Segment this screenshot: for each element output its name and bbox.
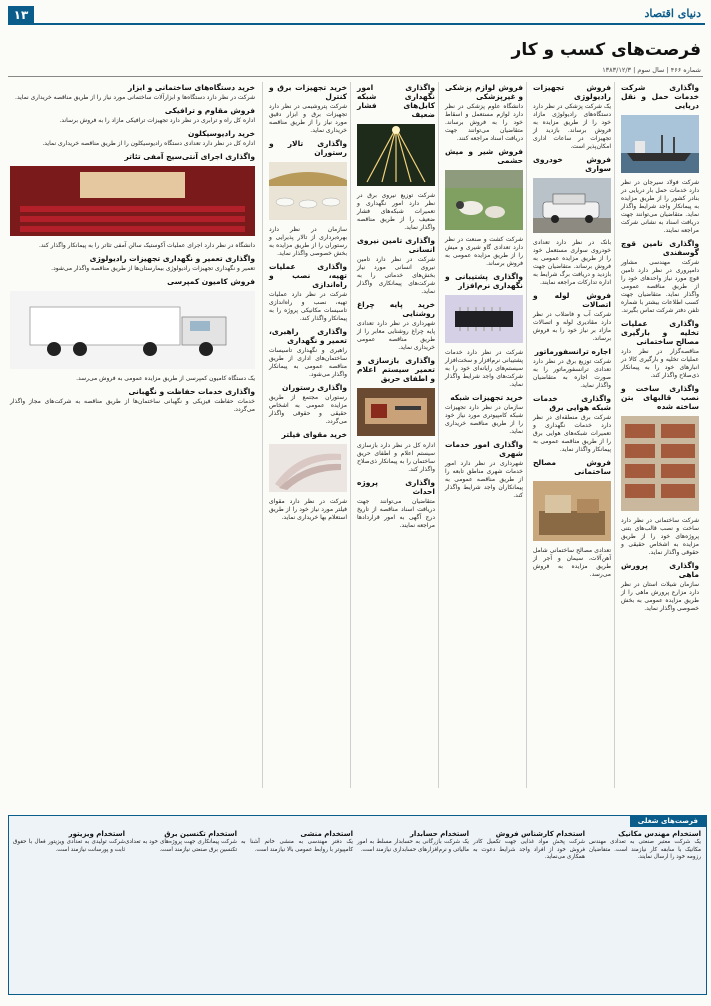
column-1 (621, 80, 699, 792)
article-heading: واگذاری امور خدمات شهری (445, 440, 523, 458)
article-heading: خرید رادیوسیکلون (187, 129, 255, 138)
article-heading: واگذاری پرورش ماهی (621, 561, 699, 579)
sheep-photo (445, 170, 523, 230)
article-heading: فروش کامیون کمپرسی (167, 277, 255, 286)
publication-name: دنیای اقتصاد (644, 7, 701, 20)
article-body: یک دستگاه کامیون کمپرسی از طریق مزایده عمومی به فروش می‌رسد. (76, 375, 255, 382)
article-body: اداره کل در نظر دارد تعدادی دستگاه رادیوسیکلون را از طریق مناقصه خریداری نماید. (42, 140, 255, 147)
article-heading: واگذاری خدمات حفاظت و نگهبانی (128, 387, 255, 396)
article-heading: خرید تجهیزات برق و کنترل (269, 83, 347, 101)
article-heading: واگذاری اجرای آنتی‌سیج آمفی تئاتر (124, 152, 255, 161)
ad-heading: استخدام کارشناس فروش (495, 830, 585, 838)
article-body: شرکت کشت و صنعت در نظر دارد تعدادی گاو شیری و میش را از طریق مزایده عمومی به فروش برساند. (443, 236, 523, 267)
dateline-rule (8, 76, 703, 77)
ad-column (13, 828, 125, 988)
column-6 (10, 80, 255, 792)
article-heading: خرید دستگاه‌های ساختمانی و ابزار (128, 83, 255, 92)
article-body: سازمان در نظر دارد تجهیزات شبکه کامپیوتری مورد نیاز خود را از طریق مناقصه خریداری نماید. (443, 404, 523, 435)
ad-column (125, 828, 237, 988)
article-body: شرکت در نظر دارد تامین نیروی انسانی مورد نیاز بخش‌های خدماتی را به شرکت‌های پیمانکاری واگذار نماید. (355, 256, 435, 295)
column-3 (445, 80, 523, 792)
ad-heading: استخدام تکنسین برق (164, 830, 237, 838)
column-5 (269, 80, 347, 792)
article-body: اداره کل در نظر دارد بازسازی سیستم اعلام و اطفای حریق ساختمان را به پیمانکار ذی‌صلاح واگذار کند. (355, 442, 435, 473)
article-heading: فروش خودروی سواری (533, 155, 611, 173)
article-body: بانک در نظر دارد تعدادی خودروی سواری مستعمل خود را از طریق مزایده عمومی به فروش برساند. متقاضیان جهت بازدید و دریافت برگ شرایط به اداره تدارکات مراجعه نمایند. (531, 239, 611, 286)
article-body: تعدادی مصالح ساختمانی شامل آهن‌آلات، سیمان و آجر از طریق مزایده به فروش می‌رسد. (531, 547, 611, 578)
ad-column (241, 828, 353, 988)
article-heading: فروش لوازم پزشکی و غیرپزشکی (445, 83, 523, 101)
ad-body: شرکت تولیدی به تعدادی ویزیتور فعال با حقوق ثابت و پورسانت نیازمند است. (13, 839, 125, 853)
article-body: راهبری و نگهداری تاسیسات ساختمان‌های اداری از طریق مناقصه عمومی به پیمانکار واگذار می‌شود. (267, 347, 347, 378)
article-body: متقاضیان می‌توانند جهت دریافت اسناد مناقصه از تاریخ درج آگهی به امور قراردادها مراجعه نمایند. (355, 498, 435, 529)
article-body: یک شرکت پزشکی در نظر دارد دستگاه‌های رادیولوژی مازاد خود را از طریق مزایده به فروش برساند. بازدید از تجهیزات در ساعات اداری امکان‌پذیر است. (531, 103, 611, 150)
fire-system-photo (357, 388, 435, 436)
article-body: شرکت پتروشیمی در نظر دارد تجهیزات برق و ابزار دقیق مورد نیاز را از طریق مناقصه خریداری نماید. (267, 103, 347, 134)
ad-heading: استخدام حسابدار (409, 830, 469, 838)
article-heading: اجاره ترانسفورماتور (534, 347, 611, 356)
article-heading: واگذاری شرکت خدمات حمل و نقل دریایی (621, 83, 699, 110)
article-heading: واگذاری عملیات تخلیه و بارگیری مصالح ساختمانی (621, 319, 699, 346)
article-body: شرکت مهندسی مشاور دامپروری در نظر دارد تامین قوچ مورد نیاز واحدهای خود را از طریق مناقصه عمومی واگذار نماید. متقاضیان جهت کسب اطلاعات بیشتر با شماره تلفن دفتر شرکت تماس بگیرند. (619, 259, 699, 314)
article-body: رستوران مجتمع از طریق مزایده عمومی به اشخاص حقیقی و حقوقی واگذار می‌گردد. (267, 394, 347, 425)
article-heading: واگذاری تعمیر و نگهداری تجهیزات رادیولوژی (89, 254, 255, 263)
article-body: سازمان در نظر دارد بهره‌برداری از تالار پذیرایی و رستوران را از طریق مزایده به بخش خصوصی واگذار نماید. (267, 226, 347, 257)
article-body: مناقصه‌گزار در نظر دارد عملیات تخلیه و بارگیری کالا در انبارهای خود را به پیمانکار ذی‌صلاح واگذار کند. (619, 348, 699, 379)
cable-lights-photo (357, 124, 435, 186)
ad-column (357, 828, 469, 988)
ad-column (589, 828, 701, 988)
ad-heading: استخدام ویزیتور (68, 830, 125, 838)
article-heading: خرید مقوای فیلتر (281, 430, 347, 439)
filter-paper-photo (269, 444, 347, 492)
article-body: دانشگاه در نظر دارد اجرای عملیات آکوستیک سالن آمفی تئاتر را به پیمانکار واگذار کند. (39, 242, 255, 249)
ad-heading: استخدام منشی (300, 830, 353, 838)
article-body: دانشگاه علوم پزشکی در نظر دارد لوازم مستعمل و اسقاط خود را به فروش برساند. متقاضیان می‌توانند جهت دریافت اسناد مراجعه کنند. (443, 103, 523, 142)
dateline: شماره ۴۶۶ | سال سوم | ۱۳۸۳/۱۲/۳ (602, 66, 701, 74)
article-heading: فروش لوله و اتصالات (533, 291, 611, 309)
ad-body: شرکت پخش مواد غذایی جهت تکمیل کادر فروش خود از افراد واجد شرایط دعوت به همکاری می‌نماید. (473, 839, 585, 861)
article-heading: فروش تجهیزات رادیولوژی (533, 83, 611, 101)
article-heading: واگذاری عملیات تهیه، نصب و راه‌اندازی (269, 262, 347, 289)
column-rule (614, 82, 615, 788)
banquet-hall-photo (269, 162, 347, 220)
article-heading: واگذاری تامین نیروی انسانی (357, 236, 435, 254)
microchip-photo (445, 295, 523, 343)
article-body: تعمیر و نگهداری تجهیزات رادیولوژی بیمارستان‌ها از طریق مناقصه واگذار می‌شود. (51, 265, 255, 272)
article-heading: واگذاری ساخت و نصب قالبهای بتن ساخته شده (621, 384, 699, 411)
article-heading: واگذاری خدمات شبکه هوایی برق (533, 394, 611, 412)
column-4 (357, 80, 435, 792)
article-heading: فروش شیر و میش حشمی (445, 147, 523, 165)
ship-photo (621, 115, 699, 173)
article-body: شرکت آب و فاضلاب در نظر دارد مقادیری لوله و اتصالات مازاد بر نیاز خود را به فروش برساند. (531, 311, 611, 342)
article-heading: خرید پایه چراغ روشنایی (357, 300, 435, 318)
article-body: شرکت در نظر دارد مقوای فیلتر مورد نیاز خود را از طریق استعلام بها خریداری نماید. (267, 498, 347, 521)
article-body: شهرداری در نظر دارد تعدادی پایه چراغ روشنایی معابر را از طریق مناقصه عمومی خریداری نماید. (355, 320, 435, 351)
truck-photo (10, 291, 255, 369)
column-rule (438, 82, 439, 788)
article-body: شرکت توزیع نیروی برق در نظر دارد امور نگهداری و تعمیرات شبکه‌های فشار ضعیف را از طریق مناقصه واگذار نماید. (355, 192, 436, 231)
article-heading: واگذاری پشتیبانی و نگهداری نرم‌افزار (445, 272, 523, 290)
article-body: شرکت برق منطقه‌ای در نظر دارد خدمات نگهداری و تعمیرات شبکه‌های هوایی برق را از طریق مناقصه عمومی به پیمانکار واگذار نماید. (531, 414, 612, 453)
theater-photo (10, 166, 255, 236)
concrete-blocks-photo (621, 416, 699, 511)
article-body: شرکت در نظر دارد عملیات تهیه، نصب و راه‌اندازی تاسیسات مکانیکی پروژه را به پیمانکار واگذار کند. (267, 291, 347, 322)
column-rule (262, 82, 263, 788)
ad-column (473, 828, 585, 988)
page-title: فرصت‌های کسب و کار (511, 40, 701, 60)
ad-heading: استخدام مهندس مکانیک (618, 830, 701, 838)
ad-body: شرکت پیمانکاری جهت پروژه‌های خود به تعدادی تکنسین برق صنعتی نیازمند است. (125, 839, 237, 853)
page-number: ١٣ (8, 6, 34, 24)
classified-ads (8, 815, 707, 995)
article-body: شرکت توزیع برق در نظر دارد تعدادی ترانسفورماتور را به صورت اجاره به متقاضیان واگذار نماید. (531, 358, 611, 389)
article-heading: واگذاری تامین قوچ گوسفندی (621, 239, 699, 257)
article-heading: واگذاری امور نگهداری شبکه کابل‌های فشار ضعیف (357, 83, 435, 119)
column-rule (350, 82, 351, 788)
article-heading: واگذاری راهبری، تعمیر و نگهداری (269, 327, 347, 345)
article-body: شرکت ساختمانی در نظر دارد ساخت و نصب قالب‌های بتنی پروژه‌های خود را از طریق مزایده به اشخاص حقیقی و حقوقی واگذار نماید. (619, 517, 699, 556)
article-body: شرکت در نظر دارد دستگاه‌ها و ابزارآلات ساختمانی مورد نیاز را از طریق مناقصه خریداری نماید. (15, 94, 255, 101)
article-body: شهرداری در نظر دارد امور خدمات شهری مناطق تابعه را از طریق مناقصه عمومی به پیمانکاران واجد شرایط واگذار کند. (443, 460, 523, 499)
article-heading: واگذاری پروژه احداث (357, 478, 435, 496)
article-body: شرکت در نظر دارد خدمات پشتیبانی نرم‌افزار و سخت‌افزار سیستم‌های رایانه‌ای خود را به شرکت‌های واجد شرایط واگذار نماید. (443, 349, 523, 388)
column-rule (526, 82, 527, 788)
article-heading: فروش مقاوم و ترافیکی (164, 106, 255, 115)
article-heading: فروش مصالح ساختمانی (533, 458, 611, 476)
article-heading: واگذاری تالار و رستوران (269, 139, 347, 157)
construction-materials-photo (533, 481, 611, 541)
ad-body: یک شرکت معتبر صنعتی به تعدادی مهندس مکانیک با سابقه کار نیازمند است. متقاضیان رزومه خود را ارسال نمایند. (589, 839, 701, 861)
ads-tag: فرصت‌های شغلی (630, 815, 706, 827)
article-body: سازمان شیلات استان در نظر دارد مزارع پرورش ماهی را از طریق مزایده عمومی به بخش خصوصی واگذار نماید. (619, 581, 699, 612)
car-photo (533, 178, 611, 233)
article-body: خدمات حفاظت فیزیکی و نگهبانی ساختمان‌ها از طریق مناقصه به شرکت‌های مجاز واگذار می‌گردد. (8, 398, 255, 413)
article-heading: واگذاری بازسازی و تعمیر سیستم اعلام و اطفای حریق (357, 356, 435, 383)
article-body: اداره کل راه و ترابری در نظر دارد تجهیزات ترافیکی مازاد را به فروش برساند. (59, 117, 255, 124)
header-rule (8, 23, 705, 25)
ad-body: یک دفتر مهندسی به منشی خانم آشنا به کامپیوتر با روابط عمومی بالا نیازمند است. (241, 839, 353, 853)
article-heading: خرید تجهیزات شبکه (450, 393, 523, 402)
article-body: شرکت فولاد سیرجان در نظر دارد خدمات حمل بار دریایی در بنادر کشور را از طریق مزایده به پیمانکار واجد شرایط واگذار نماید. متقاضیان می‌توانند جهت دریافت اسناد به نشانی شرکت مراجعه نمایند. (619, 179, 700, 234)
column-2 (533, 80, 611, 792)
ad-body: یک شرکت بازرگانی به حسابدار مسلط به امور مالیاتی و نرم‌افزارهای حسابداری نیازمند است. (357, 839, 469, 853)
article-heading: واگذاری رستوران (281, 383, 347, 392)
page-header (8, 6, 705, 24)
